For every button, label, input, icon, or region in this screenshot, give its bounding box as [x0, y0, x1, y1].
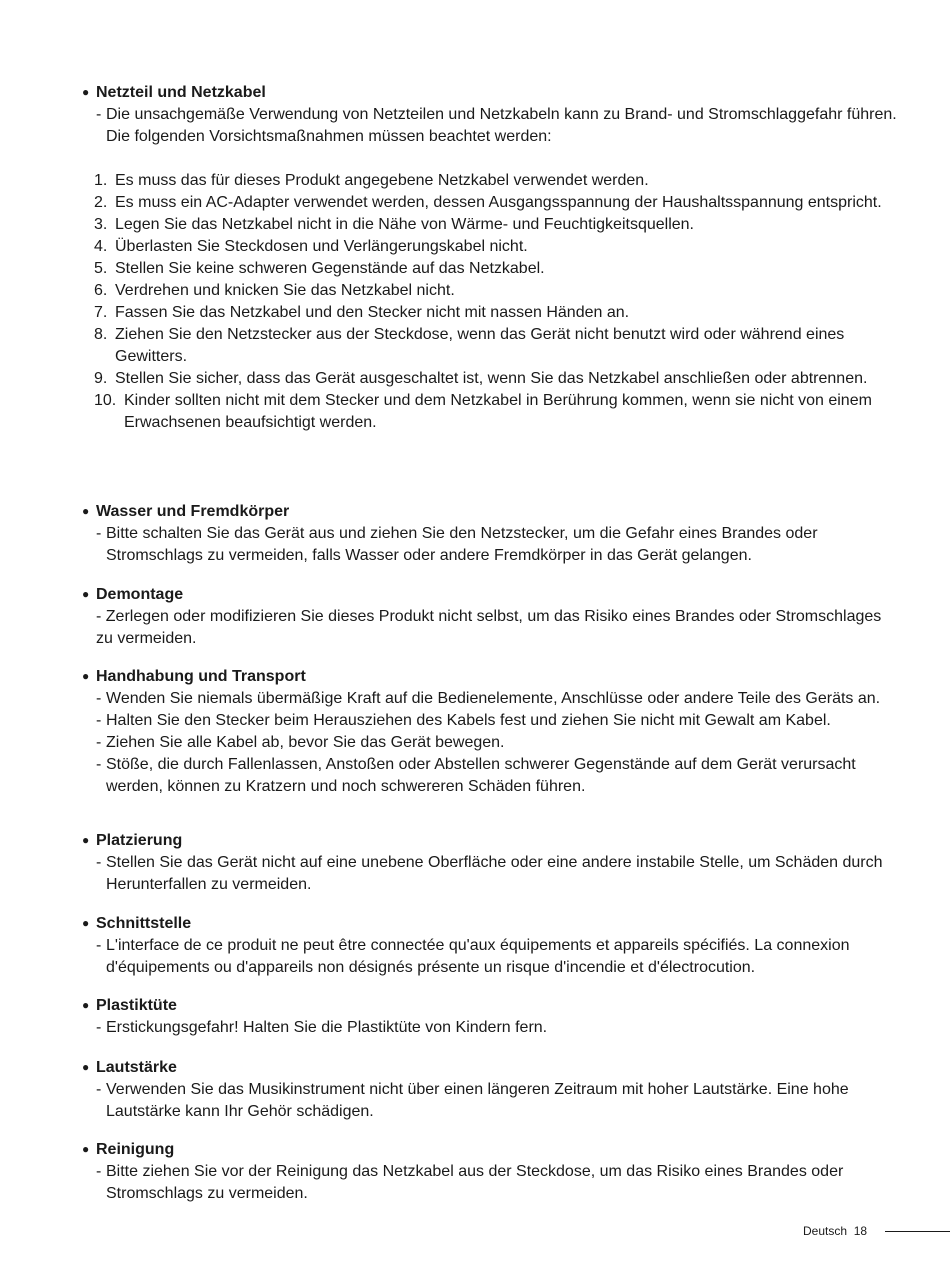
section-text: - Zerlegen oder modifizieren Sie dieses Produkt nicht selbst, um das Risiko eines Brandes oder Stromschlages zu vermeiden. — [96, 608, 882, 647]
bullet-icon: ● — [82, 587, 90, 601]
bullet-icon: ● — [82, 916, 90, 930]
section-platzierung — [82, 829, 902, 896]
section-wasser — [82, 500, 902, 567]
list-item: 2. Es muss ein AC-Adapter verwendet werden, dessen Ausgangsspannung der Haushaltsspannung entspricht. — [94, 194, 882, 211]
bullet-icon: ● — [82, 669, 90, 683]
section-heading: ● Schnittstelle — [82, 912, 912, 935]
numbered-list — [82, 170, 902, 434]
bullet-icon: ● — [82, 833, 90, 847]
section-heading: ● Wasser und Fremdkörper — [82, 500, 902, 523]
page-number: 18 — [853, 1224, 868, 1238]
list-item: 6. Verdrehen und knicken Sie das Netzkabel nicht. — [94, 282, 455, 299]
page-footer — [803, 1224, 867, 1238]
section-line: - Ziehen Sie alle Kabel ab, bevor Sie das Gerät bewegen. — [82, 732, 902, 754]
section-text: - L'interface de ce produit ne peut être connectée qu'aux équipements et appareils spécifiés. La connexion d'équipements ou d'appareils non désignés présente un risque d'incendie et d'électrocution. — [82, 935, 912, 979]
section-heading: ● Platzierung — [82, 829, 902, 852]
section-lautstaerke — [82, 1056, 902, 1123]
list-item: 10. Kinder sollten nicht mit dem Stecker und dem Netzkabel in Berührung kommen, wenn sie nicht von einem Erwachsenen beaufsichtigt werden. — [94, 392, 872, 431]
section-text: - Die unsachgemäße Verwendung von Netzteilen und Netzkabeln kann zu Brand- und Stromschlaggefahr führen. Die folgenden Vorsichtsmaßnahmen müssen beachtet werden: — [82, 104, 902, 148]
section-text: - Stellen Sie das Gerät nicht auf eine unebene Oberfläche oder eine andere instabile Stelle, um Schäden durch Herunterfallen zu vermeiden. — [82, 852, 902, 896]
section-line: - Stöße, die durch Fallenlassen, Anstoßen oder Abstellen schwerer Gegenstände auf dem Gerät verursacht werden, können zu Kratzern und noch schwereren Schäden führen. — [82, 754, 902, 798]
bullet-icon: ● — [82, 85, 90, 99]
section-handhabung — [82, 665, 902, 798]
section-reinigung — [82, 1138, 902, 1205]
section-text: - Erstickungsgefahr! Halten Sie die Plastiktüte von Kindern fern. — [82, 1017, 902, 1039]
list-item: 3. Legen Sie das Netzkabel nicht in die Nähe von Wärme- und Feuchtigkeitsquellen. — [94, 216, 694, 233]
bullet-icon: ● — [82, 998, 90, 1012]
list-item: 8. Ziehen Sie den Netzstecker aus der Steckdose, wenn das Gerät nicht benutzt wird oder während eines Gewitters. — [94, 326, 845, 365]
bullet-icon: ● — [82, 1142, 90, 1156]
section-heading: ● Handhabung und Transport — [82, 665, 902, 688]
section-text: - Bitte schalten Sie das Gerät aus und ziehen Sie den Netzstecker, um die Gefahr eines Brandes oder Stromschlags zu vermeiden, falls Wasser oder andere Fremdkörper in das Gerät gelangen. — [82, 523, 902, 567]
section-schnittstelle — [82, 912, 912, 979]
section-heading: ● Netzteil und Netzkabel — [82, 81, 902, 104]
list-item: 4. Überlasten Sie Steckdosen und Verlängerungskabel nicht. — [94, 238, 528, 255]
section-heading: ● Demontage — [82, 583, 902, 606]
section-heading: ● Plastiktüte — [82, 994, 902, 1017]
section-plastiktuete — [82, 994, 902, 1039]
bullet-icon: ● — [82, 1060, 90, 1074]
list-item: 7. Fassen Sie das Netzkabel und den Stecker nicht mit nassen Händen an. — [94, 304, 630, 321]
section-heading: ● Lautstärke — [82, 1056, 902, 1079]
bullet-icon: ● — [82, 504, 90, 518]
footer-language: Deutsch — [803, 1224, 848, 1238]
section-demontage — [82, 583, 902, 650]
section-heading: ● Reinigung — [82, 1138, 902, 1161]
section-line: - Wenden Sie niemals übermäßige Kraft auf die Bedienelemente, Anschlüsse oder andere Teile des Geräts an. — [82, 688, 902, 710]
list-item: 9. Stellen Sie sicher, dass das Gerät ausgeschaltet ist, wenn Sie das Netzkabel anschließen oder abtrennen. — [94, 370, 868, 387]
section-line: - Halten Sie den Stecker beim Herausziehen des Kabels fest und ziehen Sie nicht mit Gewalt am Kabel. — [82, 710, 946, 732]
section-text: - Bitte ziehen Sie vor der Reinigung das Netzkabel aus der Steckdose, um das Risiko eines Brandes oder Stromschlags zu vermeiden. — [82, 1161, 902, 1205]
footer-rule — [885, 1231, 950, 1232]
list-item: 5. Stellen Sie keine schweren Gegenstände auf das Netzkabel. — [94, 260, 545, 277]
section-text: - Verwenden Sie das Musikinstrument nicht über einen längeren Zeitraum mit hoher Lautstärke. Eine hohe Lautstärke kann Ihr Gehör schädigen. — [82, 1079, 902, 1123]
section-netzteil — [82, 81, 902, 434]
list-item: 1. Es muss das für dieses Produkt angegebene Netzkabel verwendet werden. — [94, 172, 649, 189]
